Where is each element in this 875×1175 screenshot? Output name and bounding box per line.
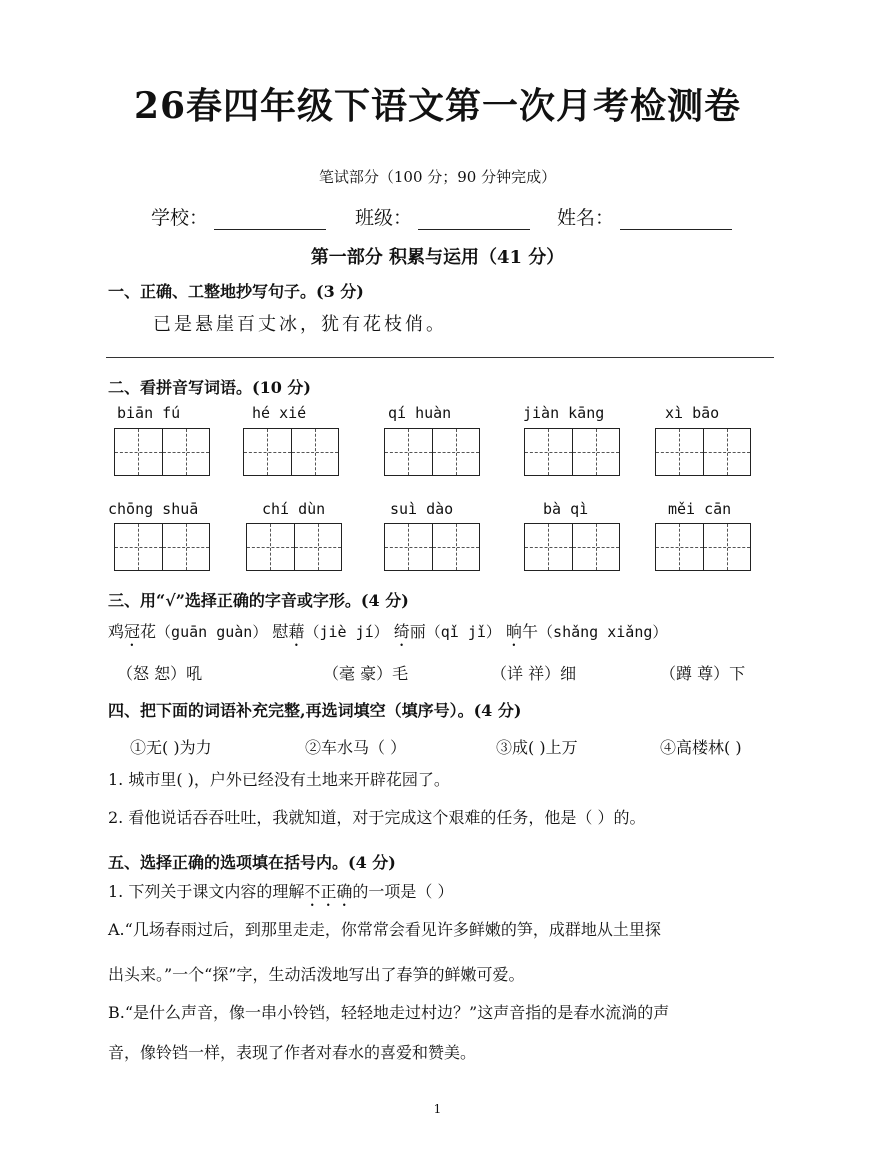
- q3-options[interactable]: （qǐ jǐ）: [425, 623, 501, 641]
- q5-option-b-line1[interactable]: B.“是什么声音，像一串小铃铛，轻轻地走过村边？”这声音指的是春水流淌的声: [108, 1003, 670, 1022]
- q4-sentence: 2. 看他说话吞吞吐吐，我就知道，对于完成这个艰难的任务，他是（ ）的。: [108, 808, 646, 827]
- pinyin-label: měi cān: [668, 500, 732, 518]
- tianzige-grid[interactable]: [114, 428, 210, 476]
- tianzige-grid[interactable]: [524, 428, 620, 476]
- q3-options[interactable]: （jiè jí）: [304, 623, 389, 641]
- q3-choice[interactable]: （详 祥）细: [491, 664, 577, 683]
- school-label: 学校：: [151, 207, 209, 229]
- pinyin-label: biān fú: [117, 404, 181, 422]
- q2-heading: 二、看拼音写词语。(10 分): [108, 378, 311, 397]
- q3-word: 晌午: [506, 622, 539, 641]
- q3-heading: 三、用“√”选择正确的字音或字形。(4 分): [108, 591, 409, 610]
- class-blank: [418, 209, 530, 230]
- q3-choice[interactable]: （蹲 尊）下: [660, 664, 746, 683]
- q3-word: 鸡冠花: [108, 622, 157, 641]
- tianzige-grid[interactable]: [384, 428, 480, 476]
- q4-option[interactable]: ③成( )上万: [496, 738, 578, 757]
- q4-option[interactable]: ②车水马（ ）: [305, 738, 407, 757]
- pinyin-label: bà qì: [543, 500, 589, 518]
- q1-sentence: 已是悬崖百丈冰，犹有花枝俏。: [153, 314, 447, 335]
- exam-subtitle: 笔试部分（100 分；90 分钟完成）: [318, 168, 557, 186]
- q5-heading: 五、选择正确的选项填在括号内。(4 分): [108, 853, 396, 872]
- name-field: [557, 203, 732, 230]
- school-field: [151, 203, 326, 230]
- q5-option-a-line2[interactable]: 出头来。”一个“探”字，生动活泼地写出了春笋的鲜嫩可爱。: [108, 965, 525, 984]
- pinyin-label: hé xié: [252, 404, 307, 422]
- q4-heading: 四、把下面的词语补充完整,再选词填空（填序号）。(4 分): [108, 701, 522, 720]
- pinyin-label: qí huàn: [388, 404, 452, 422]
- q4-option[interactable]: ④高楼林( ): [660, 738, 742, 757]
- q5-option-b-line2[interactable]: 音，像铃铛一样，表现了作者对春水的喜爱和赞美。: [108, 1043, 477, 1062]
- q3-word: 绮丽: [393, 622, 426, 641]
- pinyin-label: chí dùn: [262, 500, 326, 518]
- class-field: [355, 203, 530, 230]
- q1-heading: 一、正确、工整地抄写句子。(3 分): [108, 282, 364, 301]
- page-number: 1: [433, 1102, 442, 1116]
- q1-writing-line: [106, 357, 774, 358]
- tianzige-grid[interactable]: [243, 428, 339, 476]
- tianzige-grid[interactable]: [655, 428, 751, 476]
- name-label: 姓名：: [557, 207, 615, 229]
- q4-option[interactable]: ①无( )为力: [130, 738, 212, 757]
- tianzige-grid[interactable]: [655, 523, 751, 571]
- tianzige-grid[interactable]: [114, 523, 210, 571]
- tianzige-grid[interactable]: [524, 523, 620, 571]
- tianzige-grid[interactable]: [246, 523, 342, 571]
- class-label: 班级：: [355, 207, 413, 229]
- q3-options[interactable]: （guān guàn）: [156, 623, 268, 641]
- tianzige-grid[interactable]: [384, 523, 480, 571]
- q3-choice[interactable]: （毫 豪）毛: [323, 664, 409, 683]
- q5-option-a-line1[interactable]: A.“几场春雨过后，到那里走走，你常常会看见许多鲜嫩的笋，成群地从土里探: [108, 920, 661, 939]
- page-title: 26春四年级下语文第一次月考检测卷: [133, 85, 742, 127]
- pinyin-label: jiàn kāng: [523, 404, 605, 422]
- q5-question: 1. 下列关于课文内容的理解不正确的一项是（ ）: [108, 882, 454, 901]
- q3-options[interactable]: （shǎng xiǎng）: [538, 623, 668, 641]
- school-blank: [214, 209, 326, 230]
- q4-sentence: 1. 城市里( )，户外已经没有土地来开辟花园了。: [108, 770, 450, 789]
- q3-word: 慰藉: [272, 622, 305, 641]
- pinyin-label: xì bāo: [665, 404, 720, 422]
- pinyin-label: chōng shuā: [108, 500, 199, 518]
- q3-line1: [108, 619, 667, 650]
- name-blank: [620, 209, 732, 230]
- pinyin-label: suì dào: [390, 500, 454, 518]
- q3-choice[interactable]: （怒 恕）吼: [117, 664, 203, 683]
- part1-heading: 第一部分 积累与运用（41 分）: [310, 247, 565, 268]
